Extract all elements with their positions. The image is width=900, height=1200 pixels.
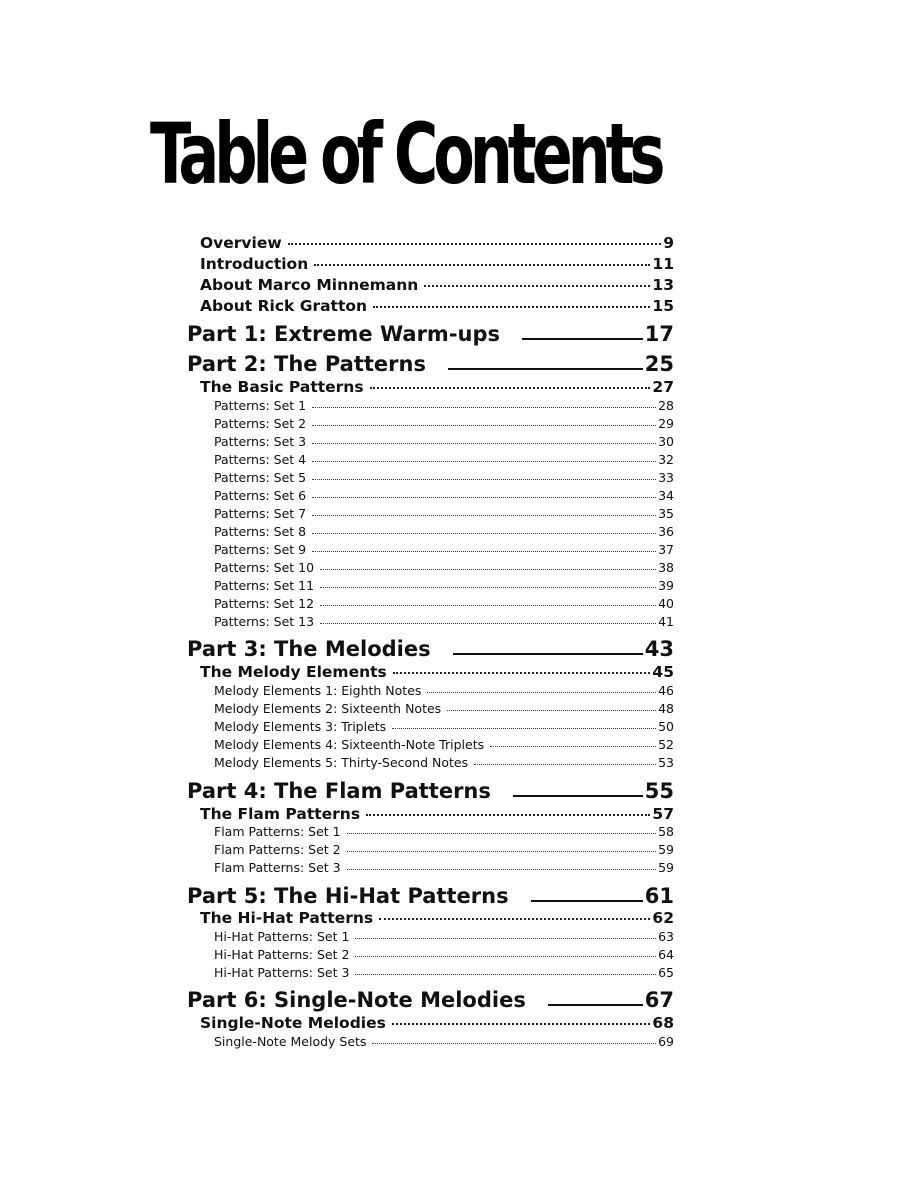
line-leader xyxy=(448,368,643,370)
toc-item-label: Patterns: Set 5 xyxy=(214,470,307,485)
toc-page-number: 48 xyxy=(658,701,674,716)
dot-leader xyxy=(312,551,656,552)
dot-leader xyxy=(312,515,656,516)
toc-item[interactable] xyxy=(214,434,674,449)
dot-leader xyxy=(366,814,650,816)
toc-section-label: Single-Note Melodies xyxy=(200,1014,386,1032)
toc-item-label: Flam Patterns: Set 1 xyxy=(214,824,341,839)
line-leader xyxy=(531,900,643,902)
dot-leader xyxy=(355,974,656,975)
toc-section-hi-hat-patterns[interactable] xyxy=(200,909,674,927)
toc-page-number: 27 xyxy=(652,378,674,396)
toc-page-number: 41 xyxy=(658,614,674,629)
toc-part-label: Part 3: The Melodies xyxy=(187,637,431,661)
toc-page-number: 40 xyxy=(658,596,674,611)
toc-item-label: Melody Elements 5: Thirty-Second Notes xyxy=(214,755,469,770)
toc-page-number: 55 xyxy=(644,779,674,803)
dot-leader xyxy=(320,569,656,570)
toc-page-number: 53 xyxy=(658,755,674,770)
dot-leader xyxy=(312,425,656,426)
dot-leader xyxy=(490,746,656,747)
toc-part-label: Part 1: Extreme Warm-ups xyxy=(187,322,501,346)
toc-item[interactable] xyxy=(214,452,674,467)
dot-leader xyxy=(320,605,656,606)
toc-item-label: Hi-Hat Patterns: Set 3 xyxy=(214,965,350,980)
toc-item-label: Patterns: Set 3 xyxy=(214,434,307,449)
toc-page-number: 13 xyxy=(652,276,674,294)
dot-leader xyxy=(347,869,657,870)
toc-part-label: Part 6: Single-Note Melodies xyxy=(187,988,526,1012)
toc-item[interactable] xyxy=(214,578,674,593)
toc-item[interactable] xyxy=(214,701,674,716)
toc-page-number: 57 xyxy=(652,805,674,823)
toc-item-label: Flam Patterns: Set 3 xyxy=(214,860,341,875)
toc-item[interactable] xyxy=(214,755,674,770)
dot-leader xyxy=(392,1023,651,1025)
toc-page-number: 38 xyxy=(658,560,674,575)
toc-item[interactable] xyxy=(214,737,674,752)
toc-item-label: Patterns: Set 4 xyxy=(214,452,307,467)
toc-page-number: 34 xyxy=(658,488,674,503)
toc-page-number: 36 xyxy=(658,524,674,539)
toc-page-number: 9 xyxy=(663,234,674,252)
toc-item[interactable] xyxy=(214,416,674,431)
toc-item-label: Hi-Hat Patterns: Set 2 xyxy=(214,947,350,962)
toc-page-number: 45 xyxy=(652,663,674,681)
toc-part-6[interactable] xyxy=(187,988,674,1012)
toc-item[interactable] xyxy=(214,488,674,503)
toc-page-number: 61 xyxy=(644,884,674,908)
toc-item-label: Melody Elements 4: Sixteenth-Note Triplets xyxy=(214,737,485,752)
toc-item[interactable] xyxy=(214,398,674,413)
toc-page-number: 37 xyxy=(658,542,674,557)
toc-item[interactable] xyxy=(214,506,674,521)
toc-page-number: 33 xyxy=(658,470,674,485)
line-leader xyxy=(522,338,643,340)
toc-item[interactable] xyxy=(214,542,674,557)
toc-entry-overview[interactable] xyxy=(200,234,674,252)
toc-item[interactable] xyxy=(214,614,674,629)
toc-item-label: Patterns: Set 6 xyxy=(214,488,307,503)
toc-item-label: Patterns: Set 9 xyxy=(214,542,307,557)
toc-section-flam-patterns[interactable] xyxy=(200,805,674,823)
toc-item[interactable] xyxy=(214,524,674,539)
dot-leader xyxy=(312,407,656,408)
toc-section-label: The Basic Patterns xyxy=(200,378,364,396)
toc-part-label: Part 2: The Patterns xyxy=(187,352,426,376)
toc-page-number: 11 xyxy=(652,255,674,273)
toc-page-number: 43 xyxy=(644,637,674,661)
toc-item-label: Patterns: Set 1 xyxy=(214,398,307,413)
toc-page-number: 59 xyxy=(658,842,674,857)
toc-section-label: The Flam Patterns xyxy=(200,805,361,823)
toc-item[interactable] xyxy=(214,719,674,734)
toc-item-label: Patterns: Set 8 xyxy=(214,524,307,539)
line-leader xyxy=(453,653,643,655)
toc-page-number: 29 xyxy=(658,416,674,431)
dot-leader xyxy=(424,285,650,287)
toc-item-label: Patterns: Set 10 xyxy=(214,560,315,575)
toc-part-1[interactable] xyxy=(187,322,674,346)
toc-section-basic-patterns[interactable] xyxy=(200,378,674,396)
toc-item-label: Melody Elements 3: Triplets xyxy=(214,719,387,734)
toc-page-number: 39 xyxy=(658,578,674,593)
toc-item[interactable] xyxy=(214,470,674,485)
toc-item-label: Patterns: Set 7 xyxy=(214,506,307,521)
toc-page-number: 58 xyxy=(658,824,674,839)
dot-leader xyxy=(314,264,650,266)
toc-item[interactable] xyxy=(214,1034,674,1049)
dot-leader xyxy=(355,938,656,939)
toc-section-single-note-melodies[interactable] xyxy=(200,1014,674,1032)
dot-leader xyxy=(288,243,662,245)
dot-leader xyxy=(312,461,656,462)
dot-leader xyxy=(347,833,657,834)
toc-item[interactable] xyxy=(214,683,674,698)
dot-leader xyxy=(312,533,656,534)
toc-item-label: Melody Elements 1: Eighth Notes xyxy=(214,683,422,698)
toc-page-number: 64 xyxy=(658,947,674,962)
toc-entry-about-marco[interactable] xyxy=(200,276,674,294)
toc-page-number: 59 xyxy=(658,860,674,875)
toc-item[interactable] xyxy=(214,929,674,944)
dot-leader xyxy=(392,728,656,729)
line-leader xyxy=(513,795,643,797)
page-title: Table of Contents xyxy=(150,105,661,203)
toc-entry-introduction[interactable] xyxy=(200,255,674,273)
toc-entry-label: About Marco Minnemann xyxy=(200,276,419,294)
toc-part-4[interactable] xyxy=(187,779,674,803)
toc-page-number: 67 xyxy=(644,988,674,1012)
toc-page-number: 15 xyxy=(652,297,674,315)
toc-part-label: Part 5: The Hi-Hat Patterns xyxy=(187,884,509,908)
toc-page-number: 50 xyxy=(658,719,674,734)
dot-leader xyxy=(320,587,656,588)
toc-entry-label: Overview xyxy=(200,234,282,252)
dot-leader xyxy=(312,479,656,480)
toc-page-number: 25 xyxy=(644,352,674,376)
toc-entry-label: About Rick Gratton xyxy=(200,297,368,315)
toc-item[interactable] xyxy=(214,965,674,980)
dot-leader xyxy=(427,692,656,693)
toc-item-label: Patterns: Set 2 xyxy=(214,416,307,431)
toc-item[interactable] xyxy=(214,596,674,611)
dot-leader xyxy=(320,623,656,624)
dot-leader xyxy=(373,306,650,308)
toc-item-label: Patterns: Set 12 xyxy=(214,596,315,611)
toc-part-5[interactable] xyxy=(187,884,674,908)
toc-item[interactable] xyxy=(214,560,674,575)
dot-leader xyxy=(312,497,656,498)
toc-entry-label: Introduction xyxy=(200,255,309,273)
toc-page-number: 30 xyxy=(658,434,674,449)
toc-item-label: Patterns: Set 13 xyxy=(214,614,315,629)
dot-leader xyxy=(355,956,656,957)
toc-item-label: Patterns: Set 11 xyxy=(214,578,315,593)
toc-item-label: Hi-Hat Patterns: Set 1 xyxy=(214,929,350,944)
toc-part-label: Part 4: The Flam Patterns xyxy=(187,779,491,803)
toc-page-number: 35 xyxy=(658,506,674,521)
dot-leader xyxy=(447,710,656,711)
toc-section-label: The Melody Elements xyxy=(200,663,387,681)
dot-leader xyxy=(474,764,656,765)
toc-item-label: Flam Patterns: Set 2 xyxy=(214,842,341,857)
dot-leader xyxy=(312,443,656,444)
toc-page-number: 17 xyxy=(644,322,674,346)
toc-page-number: 68 xyxy=(652,1014,674,1032)
dot-leader xyxy=(347,851,657,852)
toc-page-number: 65 xyxy=(658,965,674,980)
toc-item-label: Single-Note Melody Sets xyxy=(214,1034,367,1049)
toc-item[interactable] xyxy=(214,860,674,875)
toc-page-number: 46 xyxy=(658,683,674,698)
toc-page-number: 28 xyxy=(658,398,674,413)
dot-leader xyxy=(379,918,650,920)
toc-part-2[interactable] xyxy=(187,352,674,376)
toc-page-number: 32 xyxy=(658,452,674,467)
toc-page-number: 69 xyxy=(658,1034,674,1049)
toc-page-number: 52 xyxy=(658,737,674,752)
toc-entry-about-rick[interactable] xyxy=(200,297,674,315)
dot-leader xyxy=(370,387,651,389)
dot-leader xyxy=(372,1043,656,1044)
toc-section-melody-elements[interactable] xyxy=(200,663,674,681)
toc-page-number: 63 xyxy=(658,929,674,944)
toc-item-label: Melody Elements 2: Sixteenth Notes xyxy=(214,701,442,716)
toc-part-3[interactable] xyxy=(187,637,674,661)
toc-section-label: The Hi-Hat Patterns xyxy=(200,909,374,927)
toc-item[interactable] xyxy=(214,842,674,857)
toc-page-number: 62 xyxy=(652,909,674,927)
line-leader xyxy=(548,1004,643,1006)
dot-leader xyxy=(393,672,651,674)
toc-item[interactable] xyxy=(214,824,674,839)
toc-item[interactable] xyxy=(214,947,674,962)
